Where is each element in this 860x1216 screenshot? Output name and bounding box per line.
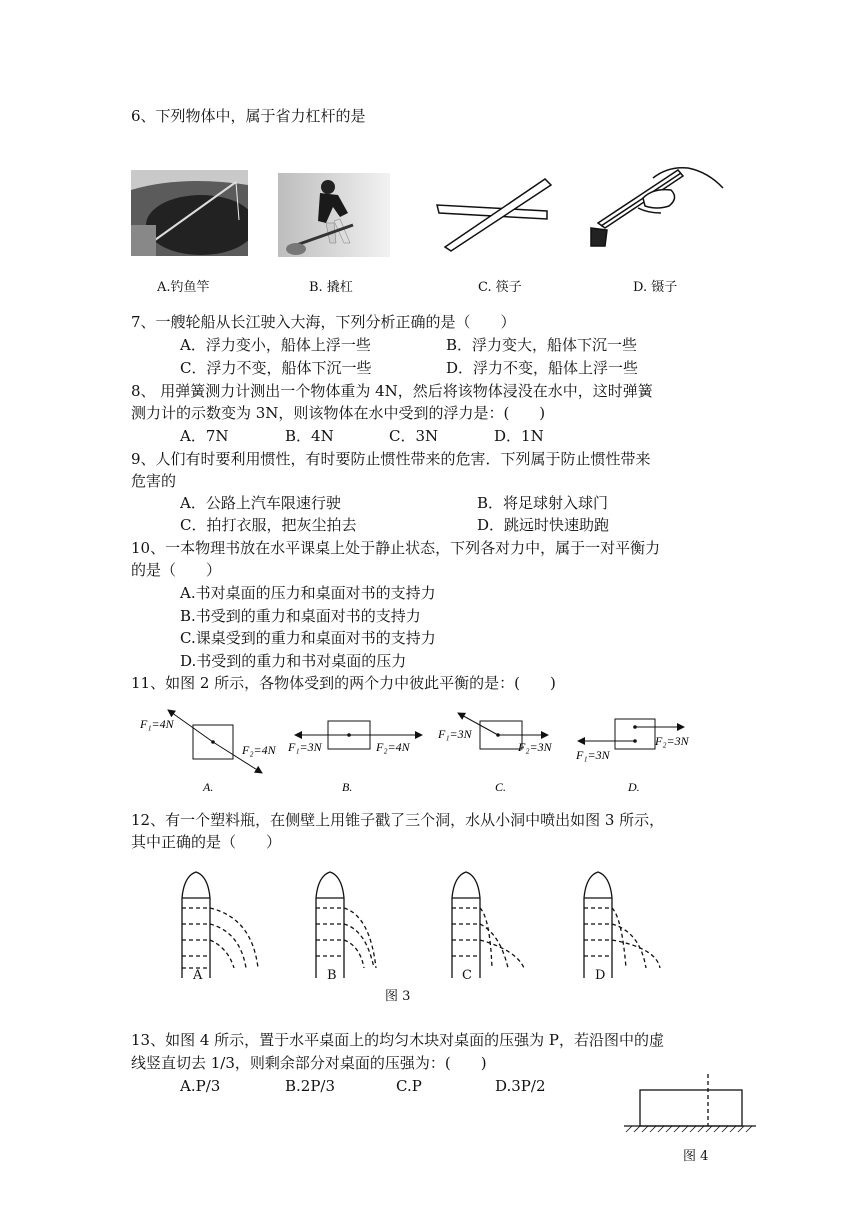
bottle-b [316, 872, 376, 978]
crowbar-image [278, 173, 390, 257]
force-d-label: D. [628, 780, 640, 794]
bottle-label-a: A [193, 968, 203, 983]
q6-option-d: D. 镊子 [633, 280, 678, 295]
q13-stem-line1: 13、如图 4 所示，置于水平桌面上的均匀木块对桌面的压强为 P，若沿图中的虚 [131, 1031, 665, 1049]
q7-option-d: D．浮力不变，船体上浮一些 [446, 359, 639, 377]
force-a-f2: F₂=4N [242, 743, 276, 757]
bottle-d [584, 872, 660, 978]
q8-option-b: B．4N [285, 427, 334, 445]
q8-option-d: D．1N [494, 427, 544, 445]
figure-4-block [620, 1070, 760, 1140]
q9-stem-line1: 9、人们有时要利用惯性，有时要防止惯性带来的危害．下列属于防止惯性带来 [131, 450, 651, 468]
q9-option-a: A．公路上汽车限速行驶 [180, 494, 341, 512]
q6-stem: 6、下列物体中，属于省力杠杆的是 [131, 107, 366, 125]
q6-option-c: C. 筷子 [478, 280, 522, 295]
fishing-rod-image [131, 170, 248, 256]
q11-stem: 11、如图 2 所示，各物体受到的两个力中彼此平衡的是：( ) [131, 674, 556, 692]
force-d-f2: F₂=3N [655, 734, 689, 748]
q13-option-b: B.2P/3 [285, 1077, 336, 1095]
q13-option-d: D.3P/2 [495, 1077, 546, 1095]
q8-option-a: A．7N [180, 427, 229, 445]
chopsticks-image [433, 175, 553, 255]
figure-4-caption: 图 4 [683, 1149, 709, 1164]
q8-stem-line1: 8、 用弹簧测力计测出一个物体重为 4N，然后将该物体浸没在水中，这时弹簧 [131, 382, 653, 400]
q6-option-b: B. 撬杠 [309, 280, 353, 295]
q9-option-d: D．跳远时快速助跑 [477, 516, 610, 534]
q7-option-a: A．浮力变小，船体上浮一些 [180, 336, 371, 354]
q10-stem-line1: 10、一本物理书放在水平课桌上处于静止状态，下列各对力中，属于一对平衡力 [131, 539, 661, 557]
force-a-f1: F₁=4N [140, 717, 174, 731]
q7-stem: 7、一艘轮船从长江驶入大海，下列分析正确的是（ ） [131, 313, 516, 331]
force-a-label: A. [203, 780, 214, 794]
q7-option-b: B．浮力变大，船体下沉一些 [446, 336, 638, 354]
q10-option-b: B.书受到的重力和桌面对书的支持力 [180, 607, 421, 625]
q9-option-c: C．拍打衣服，把灰尘拍去 [180, 516, 357, 534]
force-b-label: B. [342, 780, 353, 794]
tweezers-image [583, 158, 728, 253]
figure-3-caption: 图 3 [385, 989, 411, 1004]
figure-2-force-diagrams [140, 705, 700, 795]
q10-stem-line2: 的是（ ） [131, 561, 222, 579]
q7-option-c: C．浮力不变，船体下沉一些 [180, 359, 372, 377]
bottle-label-d: D [595, 968, 606, 983]
q10-option-c: C.课桌受到的重力和桌面对书的支持力 [180, 629, 436, 647]
q9-option-b: B．将足球射入球门 [477, 494, 609, 512]
bottle-label-b: B [327, 968, 337, 983]
q8-stem-line2: 测力计的示数变为 3N，则该物体在水中受到的浮力是：( ) [131, 404, 546, 422]
bottle-a [182, 872, 258, 978]
q8-option-c: C．3N [389, 427, 439, 445]
figure-3-bottles [170, 868, 690, 988]
force-diagram-b [287, 721, 422, 794]
force-c-label: C. [495, 780, 507, 794]
q10-option-d: D.书受到的重力和书对桌面的压力 [180, 652, 407, 670]
force-c-f1: F₁=3N [438, 727, 472, 741]
q13-option-a: A.P/3 [180, 1077, 221, 1095]
q6-option-a: A.钓鱼竿 [157, 280, 210, 295]
q13-stem-line2: 线竖直切去 1/3，则剩余部分对桌面的压强为：( ) [131, 1054, 487, 1072]
q9-stem-line2: 危害的 [131, 472, 177, 490]
force-d-f1: F₁=3N [576, 748, 610, 762]
force-diagram-a [140, 710, 277, 794]
bottle-c [452, 872, 524, 978]
force-diagram-d [575, 719, 690, 794]
q13-option-c: C.P [396, 1077, 422, 1095]
force-b-f2: F₂=4N [376, 740, 410, 754]
force-c-f2: F₂=3N [518, 740, 552, 754]
force-b-f1: F₁=3N [288, 740, 322, 754]
q12-stem-line2: 其中正确的是（ ） [131, 833, 282, 851]
force-diagram-c [437, 713, 553, 794]
q10-option-a: A.书对桌面的压力和桌面对书的支持力 [180, 584, 436, 602]
bottle-label-c: C [462, 968, 472, 983]
q12-stem-line1: 12、有一个塑料瓶，在侧壁上用锥子戳了三个洞，水从小洞中喷出如图 3 所示， [131, 811, 665, 829]
